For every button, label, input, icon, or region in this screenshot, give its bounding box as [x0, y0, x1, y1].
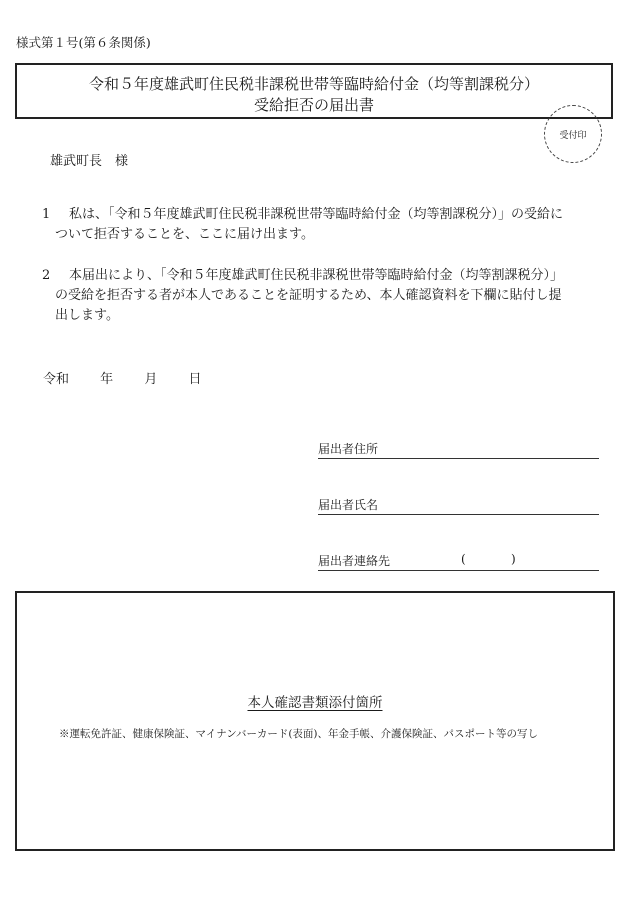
id-document-title-text: 本人確認書類添付箇所	[247, 695, 383, 711]
paragraph-2-line-2: の受給を拒否する者が本人であることを証明するため、本人確認資料を下欄に貼付し提	[55, 288, 562, 303]
reception-stamp-label: 受付印	[559, 131, 587, 141]
applicant-address-field[interactable]	[318, 438, 599, 459]
date-era: 令和	[43, 372, 70, 387]
date-line	[43, 368, 201, 387]
paragraph-2-number: 2	[42, 268, 51, 283]
paragraph-2	[42, 266, 602, 326]
paragraph-1-number: 1	[42, 207, 51, 222]
applicant-contact-label: 届出者連絡先	[318, 554, 391, 568]
date-year: 年	[100, 372, 114, 387]
date-month: 月	[144, 372, 158, 387]
paragraph-1	[42, 205, 602, 245]
id-document-attachment-box	[15, 591, 615, 851]
title-line-2: 受給拒否の届出書	[253, 96, 374, 114]
paragraph-1-line-1: 私は、「令和５年度雄武町住民税非課税世帯等臨時給付金（均等割課税分）」の受給に	[69, 207, 564, 222]
addressee: 雄武町長 様	[50, 154, 129, 169]
paragraph-2-line-3: 出します。	[55, 308, 119, 323]
contact-paren-close: )	[511, 552, 516, 566]
form-number: 様式第１号(第６条関係)	[16, 35, 151, 50]
date-day: 日	[188, 372, 202, 387]
paragraph-2-line-1: 本届出により、「令和５年度雄武町住民税非課税世帯等臨時給付金（均等割課税分）」	[69, 268, 564, 283]
paragraph-1-line-2: ついて拒否することを、ここに届け出ます。	[55, 227, 314, 242]
applicant-name-field[interactable]	[318, 494, 599, 515]
id-document-note: ※運転免許証、健康保険証、マイナンバーカード(表面)、年金手帳、介護保険証、パスポート等の写し	[59, 728, 539, 740]
title-box	[15, 63, 613, 119]
id-document-title	[17, 691, 613, 711]
contact-paren-open: (	[461, 552, 466, 566]
reception-stamp-circle	[544, 105, 602, 163]
title-line-1: 令和５年度雄武町住民税非課税世帯等臨時給付金（均等割課税分）	[88, 75, 539, 93]
applicant-address-label: 届出者住所	[318, 442, 379, 456]
applicant-name-label: 届出者氏名	[318, 498, 379, 512]
applicant-contact-field[interactable]	[318, 550, 599, 571]
